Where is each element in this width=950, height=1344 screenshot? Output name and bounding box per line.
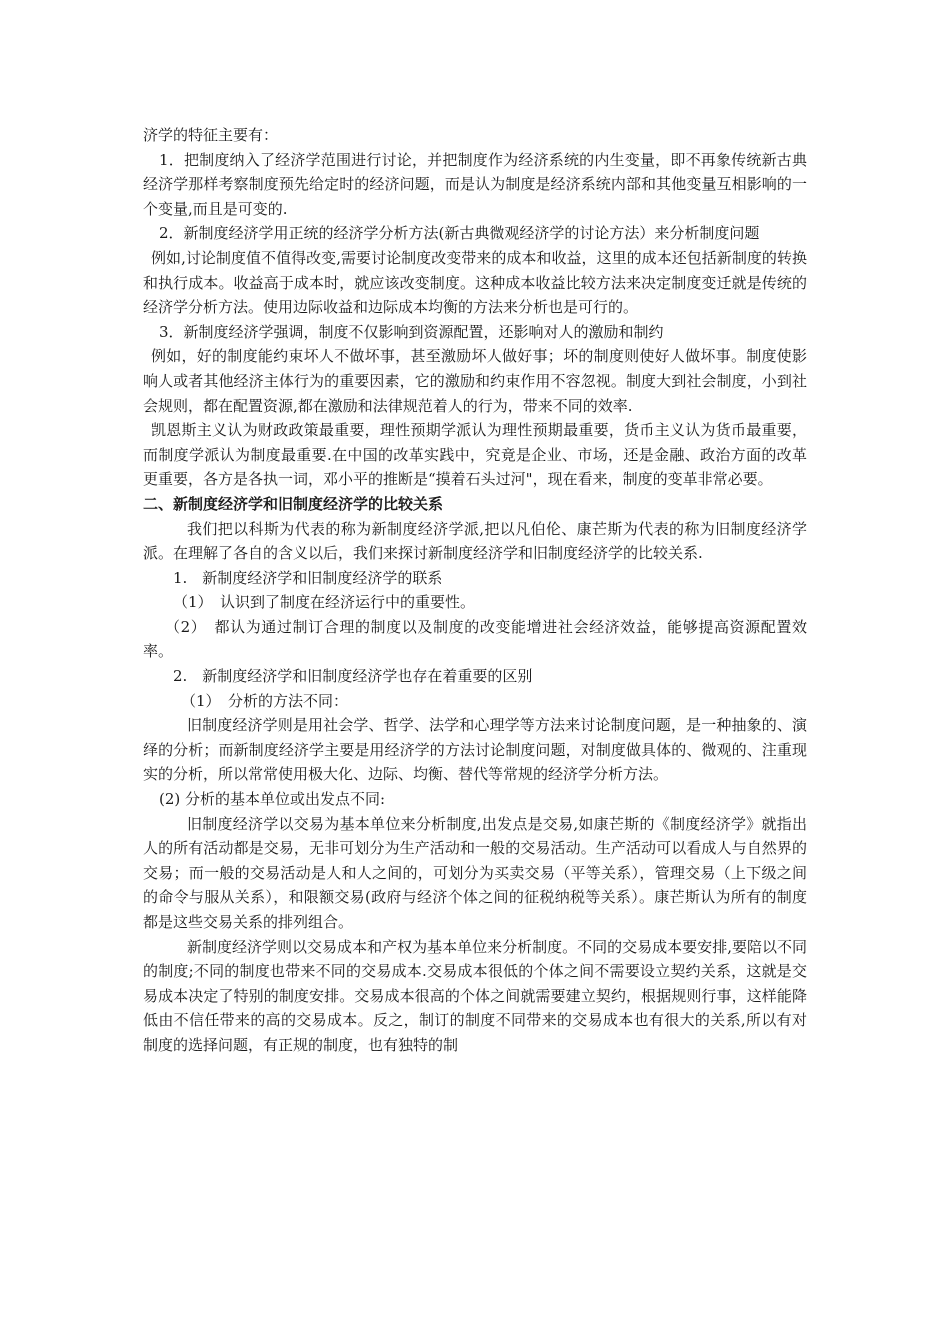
paragraph-point-3: 3．新制度经济学强调，制度不仅影响到资源配置，还影响对人的激励和制约: [159, 322, 664, 341]
paragraph-section-intro: 我们把以科斯为代表的称为新制度经济学派,把以凡伯伦、康芒斯为代表的称为旧制度经济学派。在理解了各自的含义以后，我们来探讨新制度经济学和旧制度经济学的比较关系.: [143, 519, 807, 563]
item-connection-1: （1） 认识到了制度在经济运行中的重要性。: [173, 593, 476, 612]
paragraph-old-institutional: 旧制度经济学以交易为基本单位来分析制度,出发点是交易,如康芒斯的《制度经济学》就指出人的所有活动都是交易，无非可划分为生产活动和一般的交易活动。生产活动可以看成人与自然界的交易；而一般的交易活动是人和人之间的，可划分为买卖交易（平等关系），管理交易（上下级之间的命令与服从关系），和限额交易(政府与经济个体之间的征税纳税等关系）。康芒斯认为所有的制度都是这些交易关系的排列组合。: [143, 814, 807, 931]
paragraph-schools: 凯恩斯主义认为财政政策最重要，理性预期学派认为理性预期最重要，货币主义认为货币最重要，而制度学派认为制度最重要.在中国的改革实践中，究竟是企业、市场，还是金融、政治方面的改革更重要，各方是各执一词，邓小平的推断是“摸着石头过河"，现在看来，制度的变革非常必要。: [143, 421, 807, 489]
item-difference-2: (2) 分析的基本单位或出发点不同:: [159, 790, 386, 809]
paragraph-new-institutional: 新制度经济学则以交易成本和产权为基本单位来分析制度。不同的交易成本要安排,要陪以不同的制度;不同的制度也带来不同的交易成本.交易成本很低的个体之间不需要设立契约关系，这就是交易成本决定了特别的制度安排。交易成本很高的个体之间就需要建立契约，根据规则行事，这样能降低由不信任带来的高的交易成本。反之，制订的制度不同带来的交易成本也有很大的关系,所以有对制度的选择问题，有正规的制度，也有独特的制: [143, 937, 807, 1054]
paragraph-point-2: 2．新制度经济学用正统的经济学分析方法(新古典微观经济学的讨论方法）来分析制度问题: [159, 224, 760, 243]
section-heading: 二、新制度经济学和旧制度经济学的比较关系: [143, 494, 444, 513]
paragraph-example-1: 例如,讨论制度值不值得改变,需要讨论制度改变带来的成本和收益，这里的成本还包括新制度的转换和执行成本。收益高于成本时，就应该改变制度。这种成本收益比较方法来决定制度变迁就是传统的经济学分析方法。使用边际收益和边际成本均衡的方法来分析也是可行的。: [143, 248, 807, 317]
item-difference-1: （1） 分析的方法不同：: [181, 691, 349, 710]
subheading-difference: 2. 新制度经济学和旧制度经济学也存在着重要的区别: [173, 667, 533, 686]
document-body: [143, 123, 807, 1058]
paragraph-point-1: 1．把制度纳入了经济学范围进行讨论，并把制度作为经济系统的内生变量，即不再象传统新古典经济学那样考察制度预先给定时的经济问题，而是认为制度是经济系统内部和其他变量互相影响的一个变量,而且是可变的.: [143, 150, 807, 218]
paragraph-example-2: 例如，好的制度能约束坏人不做坏事，甚至激励坏人做好事；坏的制度则使好人做坏事。制度使影响人或者其他经济主体行为的重要因素，它的激励和约束作用不容忽视。制度大到社会制度，小到社会规则，都在配置资源,都在激励和法律规范着人的行为，带来不同的效率.: [143, 347, 807, 415]
paragraph-method: 旧制度经济学则是用社会学、哲学、法学和心理学等方法来讨论制度问题，是一种抽象的、演绎的分析；而新制度经济学主要是用经济学的方法讨论制度问题，对制度做具体的、微观的、注重现实的分析，所以常常使用极大化、边际、均衡、替代等常规的经济学分析方法。: [143, 716, 807, 784]
paragraph-intro: 济学的特征主要有：: [143, 126, 279, 144]
subheading-connection: 1. 新制度经济学和旧制度经济学的联系: [173, 568, 443, 587]
item-connection-2: （2） 都认为通过制订合理的制度以及制度的改变能增进社会经济效益，能够提高资源配置效率。: [143, 617, 807, 661]
